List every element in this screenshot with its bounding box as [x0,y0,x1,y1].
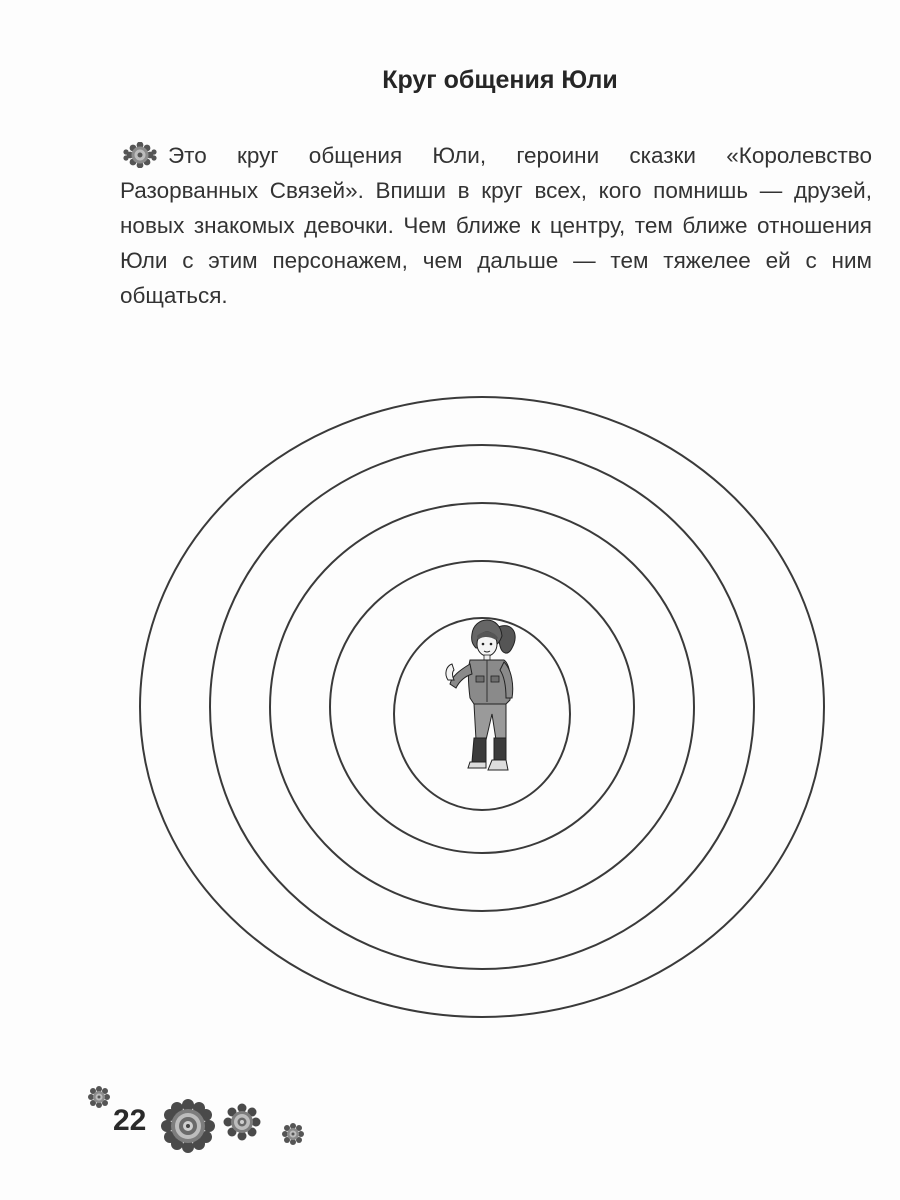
small-flower-ornament-icon [86,1084,112,1110]
page-number: 22 [113,1104,147,1137]
instruction-text: Это круг общения Юли, героини сказки «Королевство Разорванных Связей». Впиши в круг всех, кого помнишь — друзей, новых знакомых девочки. Чем ближе к центру, тем ближе отношения Юли с этим персонажем, чем дальше — тем тяжелее ей с ним общаться. [120,143,872,308]
medium-flower-ornament-icon [222,1102,262,1142]
girl-figure-icon [446,620,515,770]
tiny-flower-ornament-icon [280,1121,306,1147]
page-title: Круг общения Юли [382,66,618,94]
large-flower-ornament-icon [160,1098,216,1154]
